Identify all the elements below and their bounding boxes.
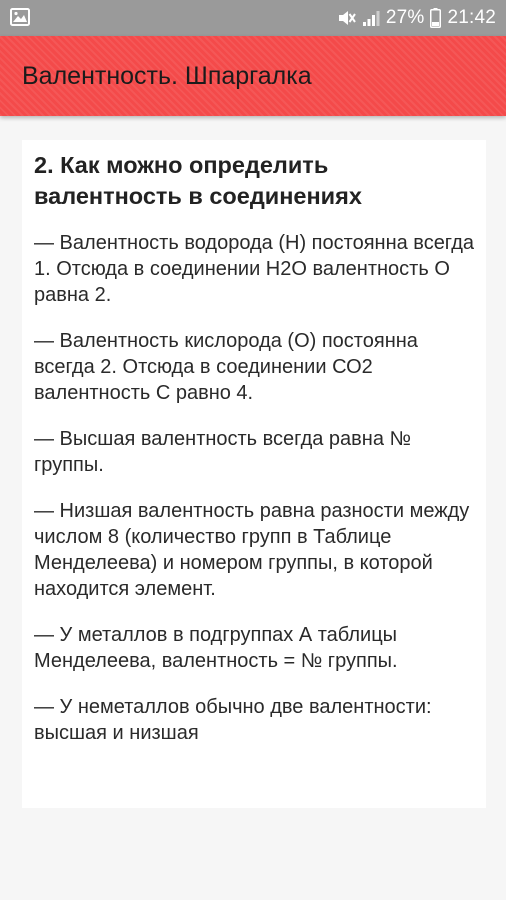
paragraph: — Валентность кислорода (О) постоянна всегда 2. Отсюда в соединении СО2 валентность С равно 4. bbox=[34, 330, 418, 404]
paragraph: — Валентность водорода (Н) постоянна всегда 1. Отсюда в соединении Н2О валентность О равна 2. bbox=[34, 232, 474, 306]
battery-level: 27% bbox=[385, 7, 425, 28]
signal-icon bbox=[362, 9, 380, 27]
clock: 21:42 bbox=[447, 7, 496, 28]
paragraph: — Высшая валентность всегда равна № группы. bbox=[34, 428, 411, 476]
mute-icon bbox=[336, 8, 356, 28]
status-indicators bbox=[336, 0, 496, 36]
app-title: Валентность. Шпаргалка bbox=[22, 62, 312, 90]
paragraph: — У неметаллов обычно две валентности: высшая и низшая bbox=[34, 696, 432, 744]
paragraph: — Низшая валентность равна разности между числом 8 (количество групп в Таблице Менделеева) и номером группы, в которой находится элемент. bbox=[34, 500, 470, 600]
paragraph: — У металлов в подгруппах А таблицы Менделеева, валентность = № группы. bbox=[34, 624, 398, 672]
status-bar bbox=[0, 0, 506, 36]
image-icon bbox=[10, 8, 30, 26]
content-card[interactable] bbox=[22, 140, 486, 808]
app-bar bbox=[0, 36, 506, 116]
battery-icon bbox=[430, 8, 441, 28]
section-heading: 2. Как можно определить валентность в соединениях bbox=[34, 152, 362, 209]
